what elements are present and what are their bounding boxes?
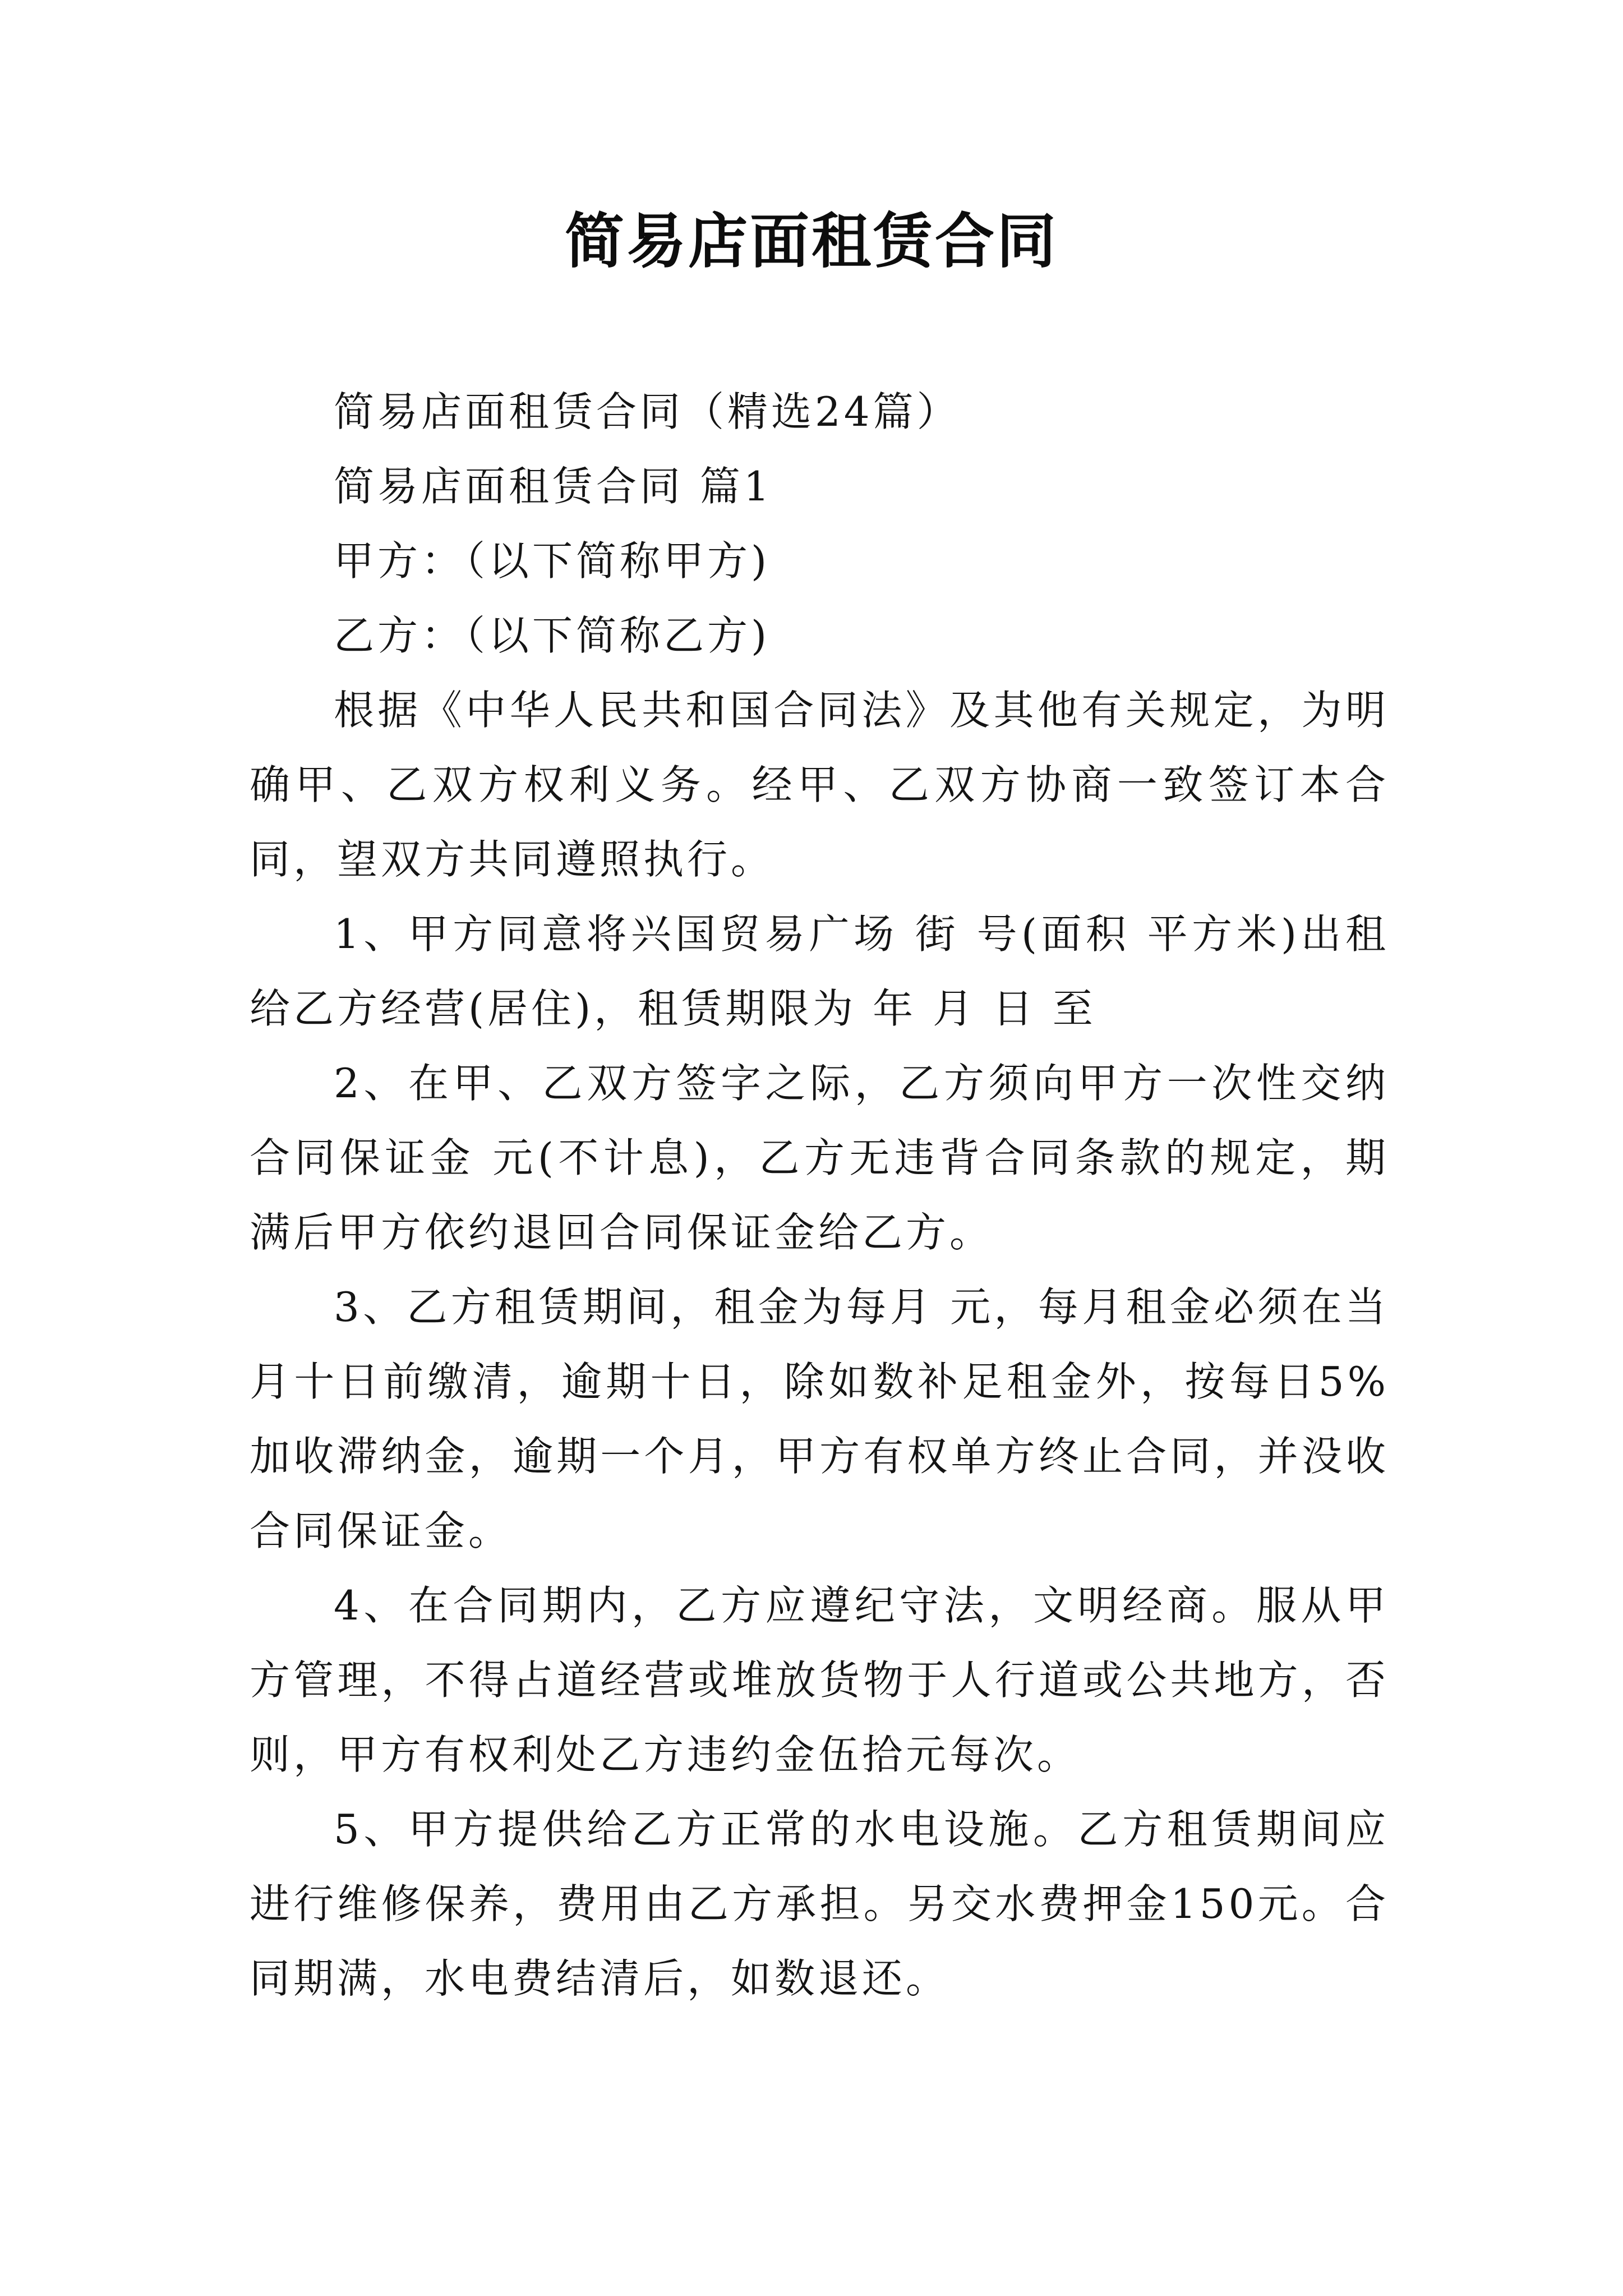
- paragraph-party-a: 甲方：（以下简称甲方): [334, 537, 771, 585]
- paragraph-clause-2: 2、在甲、乙双方签字之际，乙方须向甲方一次性交纳合同保证金 元(不计息)，乙方无违背合同条款的规定，期满后甲方依约退回合同保证金给乙方。: [250, 1060, 1389, 1256]
- paragraph-clause-3: 3、乙方租赁期间，租金为每月 元，每月租金必须在当月十日前缴清，逾期十日，除如数补足租金外，按每日5%加收滞纳金，逾期一个月，甲方有权单方终止合同，并没收合同保证金。: [250, 1283, 1389, 1554]
- paragraph-section-heading: 简易店面租赁合同 篇1: [334, 463, 773, 510]
- paragraph-preamble: 根据《中华人民共和国合同法》及其他有关规定，为明确甲、乙双方权利义务。经甲、乙双方协商一致签订本合同，望双方共同遵照执行。: [250, 687, 1389, 883]
- paragraph-clause-1: 1、甲方同意将兴国贸易广场 街 号(面积 平方米)出租给乙方经营(居住)，租赁期限为 年 月 日 至: [250, 910, 1389, 1032]
- paragraph-party-b: 乙方：（以下简称乙方): [334, 612, 771, 659]
- paragraph-clause-5: 5、甲方提供给乙方正常的水电设施。乙方租赁期间应进行维修保养，费用由乙方承担。另交水费押金150元。合同期满，水电费结清后，如数退还。: [250, 1806, 1389, 2002]
- paragraph-subtitle: 简易店面租赁合同（精选24篇）: [334, 388, 961, 435]
- paragraph-clause-4: 4、在合同期内，乙方应遵纪守法，文明经商。服从甲方管理，不得占道经营或堆放货物于人行道或公共地方，否则，甲方有权利处乙方违约金伍拾元每次。: [250, 1582, 1389, 1778]
- document-title: 简易店面租赁合同: [565, 206, 1058, 276]
- document-body: [250, 375, 1389, 2016]
